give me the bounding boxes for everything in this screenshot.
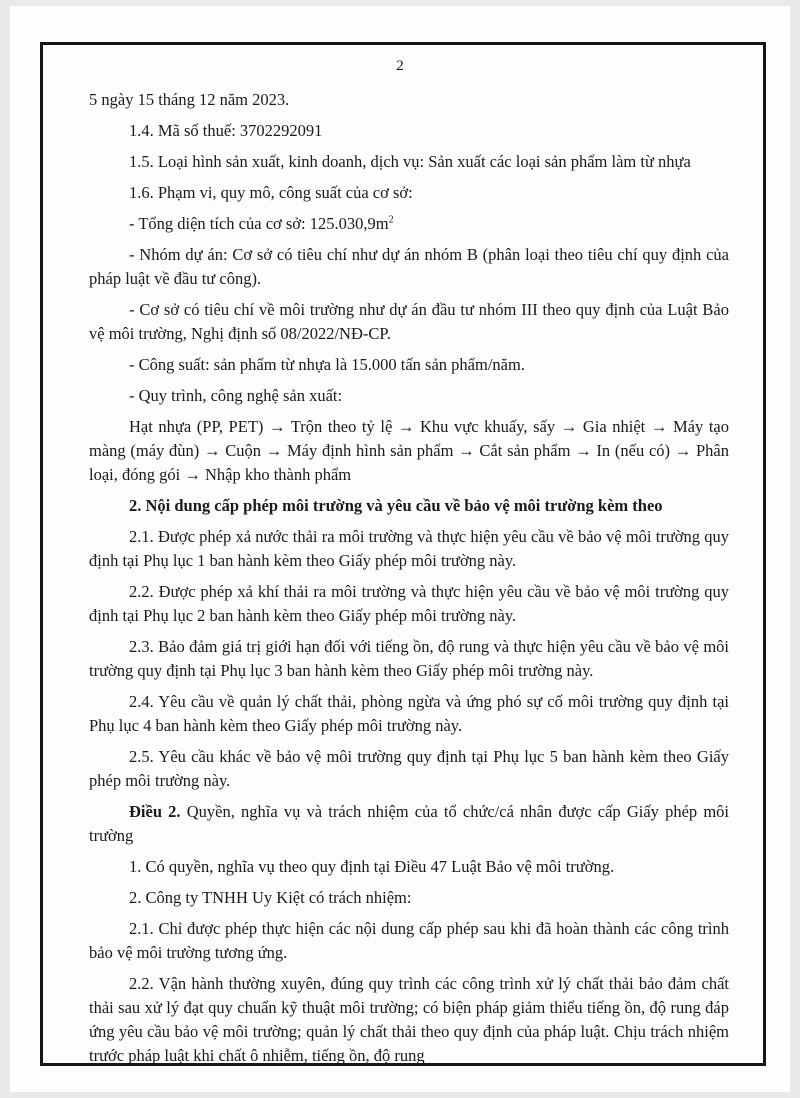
article-2-heading bbox=[89, 800, 729, 848]
paragraph-process-flow: Hạt nhựa (PP, PET) → Trộn theo tỷ lệ → Khu vực khuấy, sấy → Gia nhiệt → Máy tạo màng (máy đùn) → Cuộn → Máy định hình sản phẩm → Cắt sản phẩm → In (nếu có) → Phân loại, đóng gói → Nhập kho thành phẩm bbox=[89, 417, 729, 484]
paragraph-2-5: 2.5. Yêu cầu khác về bảo vệ môi trường quy định tại Phụ lục 5 ban hành kèm theo Giấy phép môi trường này. bbox=[89, 747, 729, 790]
paragraph-process-title: - Quy trình, công nghệ sản xuất: bbox=[129, 386, 343, 405]
article-2-title: Quyền, nghĩa vụ và trách nhiệm của tổ chức/cá nhân được cấp Giấy phép môi trường bbox=[89, 802, 729, 845]
paragraph-project-group: - Nhóm dự án: Cơ sở có tiêu chí như dự án nhóm B (phân loại theo tiêu chí quy định của pháp luật về đầu tư công). bbox=[89, 245, 729, 288]
paragraph-scope: 1.6. Phạm vi, quy mô, công suất của cơ sở: bbox=[129, 183, 413, 202]
paragraph-date: 5 ngày 15 tháng 12 năm 2023. bbox=[89, 90, 290, 109]
paragraph-environment-criteria: - Cơ sở có tiêu chí về môi trường như dự án đầu tư nhóm III theo quy định của Luật Bảo vệ môi trường, Nghị định số 08/2022/NĐ-CP. bbox=[89, 300, 729, 343]
paragraph-article2-1: 1. Có quyền, nghĩa vụ theo quy định tại Điều 47 Luật Bảo vệ môi trường. bbox=[129, 857, 615, 876]
paragraph-2-3: 2.3. Bảo đảm giá trị giới hạn đối với tiếng ồn, độ rung và thực hiện yêu cầu về bảo vệ môi trường quy định tại Phụ lục 3 ban hành kèm theo Giấy phép môi trường này. bbox=[89, 637, 729, 680]
total-area-text: - Tổng diện tích của cơ sở: 125.030,9m bbox=[129, 214, 389, 233]
paragraph-tax-code: 1.4. Mã số thuế: 3702292091 bbox=[129, 121, 323, 140]
paragraph-business-type: 1.5. Loại hình sản xuất, kinh doanh, dịch vụ: Sản xuất các loại sản phẩm làm từ nhựa bbox=[129, 152, 691, 171]
paragraph-article2-2-1: 2.1. Chỉ được phép thực hiện các nội dung cấp phép sau khi đã hoàn thành các công trình bảo vệ môi trường tương ứng. bbox=[89, 919, 729, 962]
paragraph-2-2: 2.2. Được phép xả khí thải ra môi trường và thực hiện yêu cầu về bảo vệ môi trường quy định tại Phụ lục 2 ban hành kèm theo Giấy phép môi trường này. bbox=[89, 582, 729, 625]
page-number: 2 bbox=[396, 58, 404, 74]
paragraph-article2-2: 2. Công ty TNHH Uy Kiệt có trách nhiệm: bbox=[129, 888, 412, 907]
article-2-label: Điều 2. bbox=[129, 802, 181, 821]
area-unit-superscript: 2 bbox=[388, 214, 394, 226]
section-heading-2: 2. Nội dung cấp phép môi trường và yêu cầu về bảo vệ môi trường kèm theo bbox=[129, 496, 663, 515]
paragraph-2-1: 2.1. Được phép xả nước thải ra môi trường và thực hiện yêu cầu về bảo vệ môi trường quy định tại Phụ lục 1 ban hành kèm theo Giấy phép môi trường này. bbox=[89, 527, 729, 570]
document-body bbox=[89, 88, 729, 1068]
paragraph-total-area bbox=[89, 212, 729, 236]
paragraph-capacity: - Công suất: sản phẩm từ nhựa là 15.000 tấn sản phẩm/năm. bbox=[129, 355, 525, 374]
paragraph-2-4: 2.4. Yêu cầu về quản lý chất thải, phòng ngừa và ứng phó sự cố môi trường quy định tại Phụ lục 4 ban hành kèm theo Giấy phép môi trường này. bbox=[89, 692, 729, 735]
paragraph-article2-2-2: 2.2. Vận hành thường xuyên, đúng quy trình các công trình xử lý chất thải bảo đảm chất thải sau xử lý đạt quy chuẩn kỹ thuật môi trường; có biện pháp giảm thiểu tiếng ồn, độ rung đáp ứng yêu cầu bảo vệ môi trường; quản lý chất thải theo quy định của pháp luật. Chịu trách nhiệm trước pháp luật khi chất ô nhiễm, tiếng ồn, độ rung bbox=[89, 974, 729, 1065]
